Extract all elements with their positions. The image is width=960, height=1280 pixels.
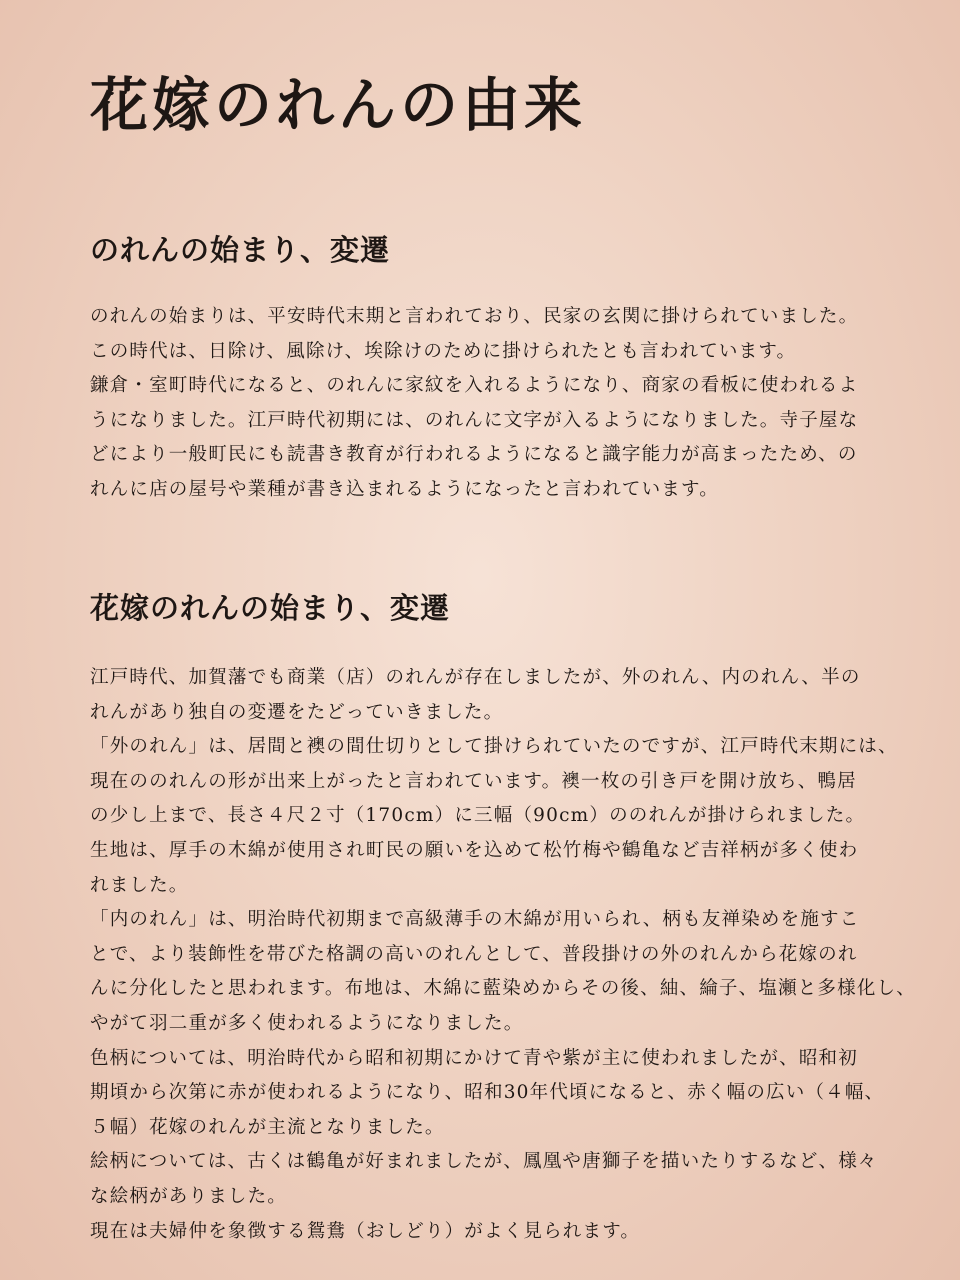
paragraph-line: れました。 (90, 874, 189, 896)
section-heading-hanayome-noren-origin: 花嫁のれんの始まり、変遷 (90, 591, 451, 625)
paragraph-line: 期頃から次第に赤が使われるようになり、昭和30年代頃になると、赤く幅の広い（４幅、 (90, 1082, 885, 1104)
paragraph-line: この時代は、日除け、風除け、埃除けのために掛けられたとも言われています。 (90, 340, 797, 362)
paragraph-line: 鎌倉・室町時代になると、のれんに家紋を入れるようになり、商家の看板に使われるよ (90, 375, 859, 397)
section-heading-noren-origin: のれんの始まり、変遷 (90, 233, 391, 267)
paragraph-line: のれんの始まりは、平安時代末期と言われており、民家の玄関に掛けられていました。 (90, 306, 859, 327)
paragraph-line: やがて羽二重が多く使われるようになりました。 (90, 1012, 524, 1034)
section-body-noren-origin (90, 300, 858, 508)
paragraph-line: うになりました。江戸時代初期には、のれんに文字が入るようになりました。寺子屋な (90, 409, 859, 431)
paragraph-line: とで、より装飾性を帯びた格調の高いのれんとして、普段掛けの外のれんから花嫁のれ (90, 943, 858, 965)
paragraph-line: 「外のれん」は、居間と襖の間仕切りとして掛けられていたのですが、江戸時代末期には、 (90, 736, 898, 758)
paragraph-line: な絵柄がありました。 (90, 1185, 288, 1207)
paragraph-line: 現在ののれんの形が出来上がったと言われています。襖一枚の引き戸を開け放ち、鴨居 (90, 770, 857, 792)
paragraph-line: 江戸時代、加賀藩でも商業（店）のれんが存在しましたが、外のれん、内のれん、半の (90, 667, 861, 688)
paragraph-line: の少し上まで、長さ４尺２寸（170cm）に三幅（90cm）ののれんが掛けられました。 (90, 805, 866, 827)
paragraph-line: 色柄については、明治時代から昭和初期にかけて青や紫が主に使われましたが、昭和初 (90, 1047, 858, 1069)
paragraph-line: 「内のれん」は、明治時代初期まで高級薄手の木綿が用いられ、柄も友禅染めを施すこ (90, 909, 860, 931)
section-body-hanayome-noren-origin (90, 661, 916, 1249)
paragraph-line: 生地は、厚手の木綿が使用され町民の願いを込めて松竹梅や鶴亀など吉祥柄が多く使わ (90, 839, 859, 861)
paragraph-line: れんに店の屋号や業種が書き込まれるようになったと言われています。 (90, 478, 719, 500)
paragraph-line: どにより一般町民にも読書き教育が行われるようになると識字能力が高まったため、の (90, 444, 858, 466)
page-title: 花嫁のれんの由来 (90, 71, 587, 139)
paragraph-line: れんがあり独自の変遷をたどっていきました。 (90, 701, 504, 723)
paragraph-line: 現在は夫婦仲を象徴する鴛鴦（おしどり）がよく見られます。 (90, 1220, 641, 1242)
paragraph-line: ５幅）花嫁のれんが主流となりました。 (90, 1116, 445, 1138)
paragraph-line: 絵柄については、古くは鶴亀が好まれましたが、鳳凰や唐獅子を描いたりするなど、様々 (90, 1151, 878, 1173)
paragraph-line: んに分化したと思われます。布地は、木綿に藍染めからその後、紬、綸子、塩瀬と多様化し、 (90, 978, 916, 1000)
